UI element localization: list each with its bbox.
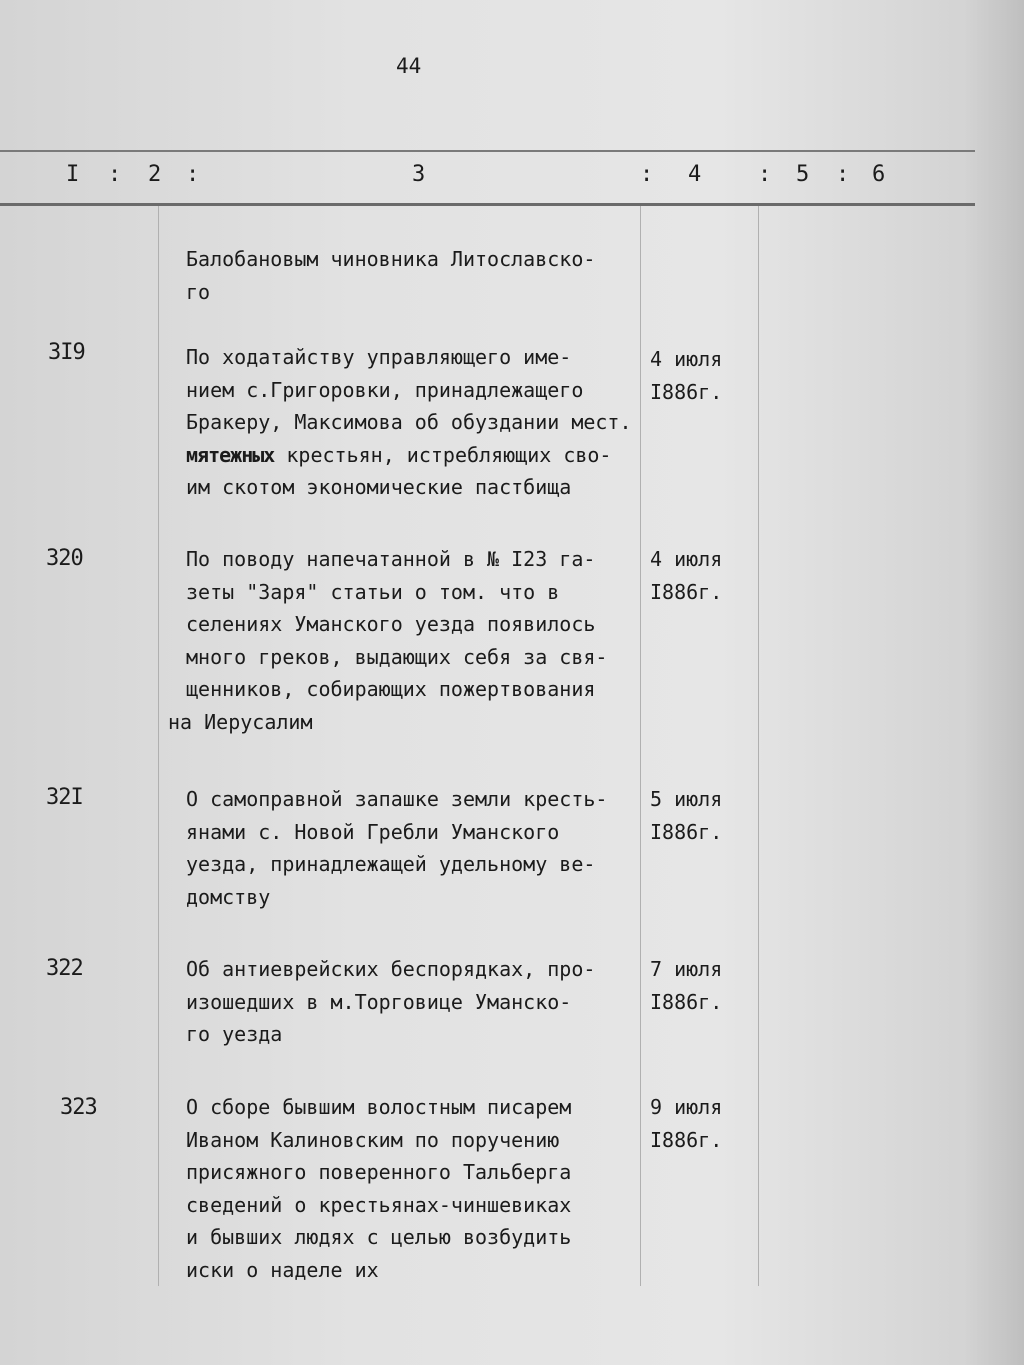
text-line: крестьян, истребляющих сво- [274,442,612,467]
text-line: щенников, собирающих пожертвования [186,677,596,701]
page-number: 44 [396,54,422,78]
entry-date [650,783,722,848]
entry-number: 322 [46,956,83,981]
date-day: 9 июля [650,1095,723,1119]
column-separator: : [836,162,850,187]
date-day: 4 июля [650,547,723,571]
text-line: уезда, принадлежащей удельному ве- [186,852,596,876]
date-year: I886г. [650,579,723,604]
text-line: го [186,279,211,304]
text-line: сведений о крестьянах-чиншевиках [186,1192,572,1217]
entry-text [186,783,656,913]
column-separator: : [640,162,654,187]
text-line: Балобановым чиновника Литославско- [186,247,596,271]
text-line: селениях Уманского уезда появилось [186,612,596,636]
struck-word: мятежных [186,442,275,467]
text-line: изошедших в м.Торговице Уманско- [186,989,572,1014]
text-line: О самоправной запашке земли кресть- [186,787,608,811]
entry-number: 3I9 [48,340,85,365]
column-divider [158,206,159,1286]
text-line: и бывших людях с целью возбудить [186,1225,572,1249]
column-separator: : [758,162,772,187]
column-number-5: 5 [796,162,810,187]
text-line: зеты "Заря" статьи о том. что в [186,579,560,604]
entry-date [650,543,722,608]
text-line: присяжного поверенного Тальберга [186,1160,572,1184]
entry-text [186,953,656,1051]
entry-text [168,543,656,738]
text-line: им скотом экономические пастбища [186,475,572,499]
column-separator: : [186,162,200,187]
column-divider [758,206,759,1286]
text-line: иски о наделе их [186,1257,379,1282]
text-line: го уезда [186,1022,283,1046]
date-day: 5 июля [650,787,723,811]
column-number-1: I [66,162,80,187]
date-year: I886г. [650,1127,723,1152]
continuation-text [186,243,656,308]
column-number-6: 6 [872,162,886,187]
text-line: нием с.Григоровки, принадлежащего [186,377,584,402]
text-line: Бракеру, Максимова об обуздании мест. [186,410,632,434]
date-day: 4 июля [650,347,723,371]
text-line: По поводу напечатанной в № I23 га- [186,547,596,571]
date-year: I886г. [650,379,723,404]
entry-date [650,1091,722,1156]
text-line: много греков, выдающих себя за свя- [186,644,608,669]
text-line: По ходатайству управляющего име- [186,345,572,369]
date-year: I886г. [650,819,723,844]
entry-number: 323 [60,1095,97,1120]
header-rule-bottom [0,203,975,206]
entry-text [186,341,656,504]
entry-text [186,1091,656,1286]
column-number-4: 4 [688,162,702,187]
text-line: О сборе бывшим волостным писарем [186,1095,572,1119]
text-line: домству [186,884,271,909]
column-number-3: 3 [412,162,426,187]
date-year: I886г. [650,989,723,1014]
entry-number: 32I [46,785,83,810]
header-rule-top [0,150,975,152]
text-line: янами с. Новой Гребли Уманского [186,819,560,844]
entry-date [650,343,722,408]
entry-number: 320 [46,546,83,571]
entry-date [650,953,722,1018]
column-separator: : [108,162,122,187]
text-line: Иваном Калиновским по поручению [186,1127,560,1152]
date-day: 7 июля [650,957,723,981]
column-number-2: 2 [148,162,162,187]
text-line: Об антиеврейских беспорядках, про- [186,957,596,981]
text-line: на Иерусалим [168,709,313,734]
